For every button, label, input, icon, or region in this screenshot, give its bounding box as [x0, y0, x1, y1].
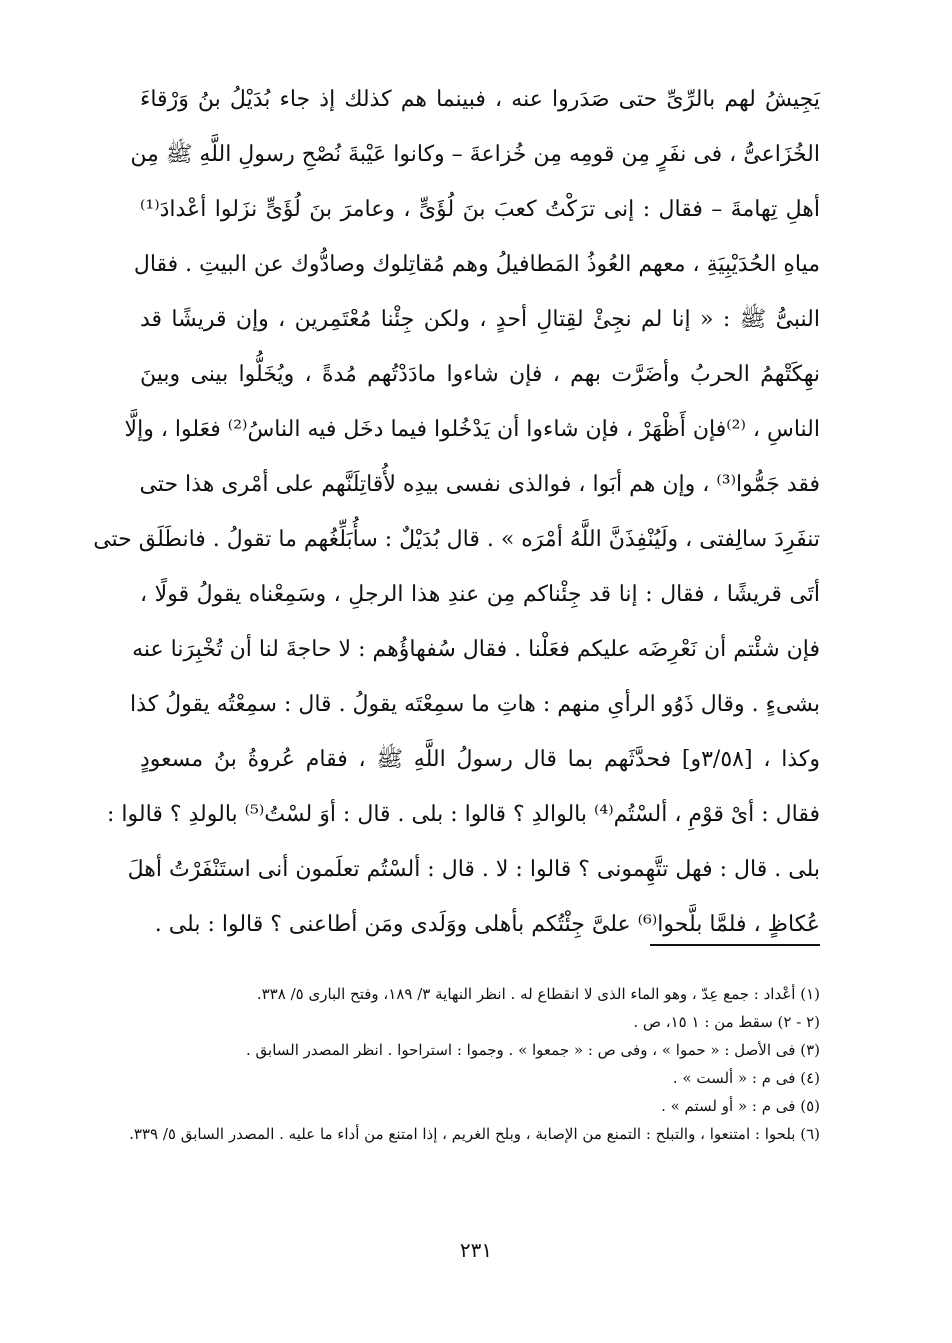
footnotes [129, 980, 820, 1148]
text-line: مياهِ الحُدَيْبِيَةِ ، معهم العُوذُ المَطافيلُ وهم مُقاتِلوك وصادُّوك عن البيتِ . فقال [133, 252, 820, 277]
footnote: (٥) فى م : « أو لستم » . [661, 1097, 820, 1115]
text-line: يَجِيشُ لهم بالرِّىِّ حتى صَدَروا عنه ، فبينما هم كذلك إذ جاء بُدَيْلُ بنُ وَرْقاءَ [140, 87, 820, 112]
text-line: الخُزَاعىُّ ، فى نفَرٍ مِن قومِه مِن خُزاعةَ – وكانوا عَيْبةَ نُصْحِ رسولِ اللَّهِ ﷺ مِن [130, 142, 820, 167]
text-line: أتَى قريشًا ، فقال : إنا قد جِئْناكم مِن عندِ هذا الرجلِ ، وسَمِعْناه يقولُ قولًا ، [140, 582, 820, 607]
text-line: فإن شئْتم أن نَعْرِضَه عليكم فعَلْنا . فقال سُفهاؤُهم : لا حاجةَ لنا أن تُخْبِرَنا عنه [132, 637, 820, 662]
text-line: أهلِ تِهامةَ – فقال : إنى ترَكْتُ كعبَ بنَ لُؤَىٍّ ، وعامرَ بنَ لُؤَىٍّ نزَلوا أعْدادَ⁽¹⁾ [140, 197, 820, 222]
text-line: بلى . قال : فهل تتَّهِمونى ؟ قالوا : لا . قال : ألسْتُم تعلَمون أنى استَنْفَرْتُ أهلَ [127, 857, 820, 882]
text-line: تنفَرِدَ سالِفتى ، ولَيُنْفِذَنَّ اللَّهُ أمْرَه » . قال بُدَيْلٌ : سأُبَلِّغُهم ما تقولُ . فانطَلَق حتى [93, 527, 820, 552]
text-line: الناسِ ، ⁽²⁾فإن أَظْهَرْ ، فإن شاءوا أن يَدْخُلوا فيما دخَل فيه الناسُ⁽²⁾ فعَلوا ، وإلَّا [124, 417, 820, 442]
page-number: ٢٣١ [459, 1238, 493, 1262]
text-line: فقد جَمُّوا⁽³⁾ ، وإن هم أبَوا ، فوالذى نفسى بيدِه لأُقاتِلَنَّهم على أمْرى هذا حتى [139, 472, 820, 497]
main-text [93, 72, 820, 952]
text-line: فقال : أىْ قوْمِ ، ألسْتُم⁽⁴⁾ بالوالدِ ؟ قالوا : بلى . قال : أوَ لسْتُ⁽⁵⁾ بالولدِ ؟ قالوا : [107, 802, 820, 827]
text-line: وكذا ، [٣/٥٨و] فحدَّثَهم بما قال رسولُ اللَّهِ ﷺ ، فقام عُروةُ بنُ مسعودٍ [140, 747, 820, 772]
footnote: (٣) فى الأصل : « حموا » ، وفى ص : « جمعوا » . وجموا : استراحوا . انظر المصدر السابق . [245, 1041, 820, 1059]
footnote: (٦) بلحوا : امتنعوا ، والتبلح : التمنع من الإصابة ، وبلح الغريم ، إذا امتنع من أداء ما عليه . المصدر السابق ٥/ ٣٣٩. [129, 1125, 820, 1143]
footnote-divider [650, 944, 820, 946]
text-line: عُكاظٍ ، فلمَّا بلَّحوا⁽⁶⁾ علىَّ جِئْتُكم بأهلى ووَلَدى ومَن أطاعنى ؟ قالوا : بلى . [154, 912, 820, 937]
text-line: نهِكَتْهمُ الحربُ وأضَرَّت بهم ، فإن شاءوا مادَدْتُهم مُدةً ، ويُخَلُّوا بينى وبينَ [140, 362, 820, 387]
footnote: (٤) فى م : « ألست » . [672, 1069, 820, 1087]
footnote: (٢ - ٢) سقط من : ١ ١٥، ص . [633, 1013, 820, 1031]
text-line: النبىُّ ﷺ : « إنا لم نجِئْ لقِتالِ أحدٍ ، ولكن جِئْنا مُعْتَمِرين ، وإن قريشًا قد [140, 307, 820, 332]
footnote: (١) أعْداد : جمع عِدّ ، وهو الماء الذى لا انقطاع له . انظر النهاية ٣/ ١٨٩، وفتح البارى ٥/ ٣٣٨. [256, 985, 820, 1003]
text-line: بشىءٍ . وقال ذَوُو الرأىِ منهم : هاتِ ما سمِعْتَه يقولُ . قال : سمِعْتُه يقولُ كذا [130, 692, 820, 717]
